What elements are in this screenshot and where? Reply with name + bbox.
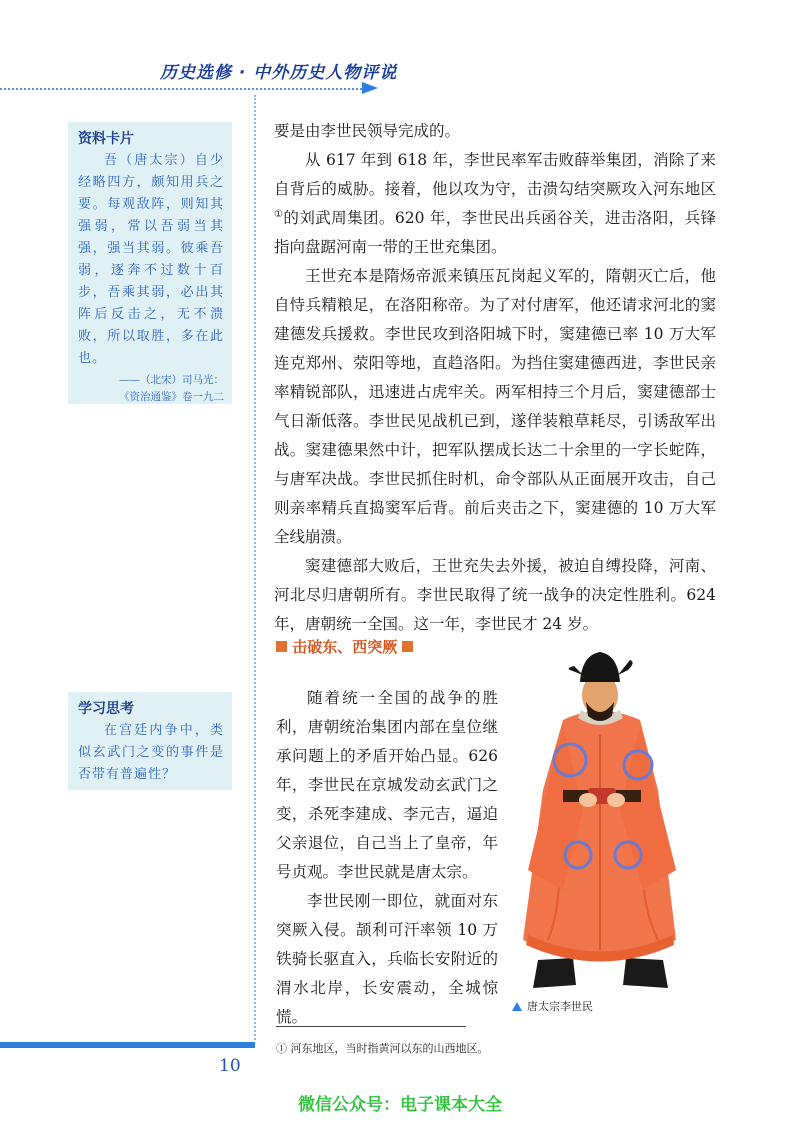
paragraph-3: 窦建德部大败后，王世充失去外援，被迫自缚投降，河南、河北尽归唐朝所有。李世民取得了统一战争的决定性胜利。624 年，唐朝统一全国。这一年，李世民才 24 岁。	[274, 557, 716, 633]
info-card-title: 资料卡片	[78, 131, 134, 147]
heading-square-icon	[276, 641, 287, 652]
emperor-portrait	[508, 640, 693, 1000]
footnote-marker: ①	[274, 208, 284, 220]
page-number: 10	[219, 1056, 241, 1076]
footnote-rule	[276, 1026, 466, 1027]
figure-caption-text: 唐太宗李世民	[527, 1000, 593, 1013]
header-title: 历史选修 · 中外历史人物评说	[160, 63, 398, 83]
paragraph-1-part-a: 从 617 年到 618 年，李世民率军击败薛举集团，消除了来自背后的威胁。接着，他以攻为守，击溃勾结突厥攻入河东地区	[274, 151, 716, 198]
paragraph-2: 王世充本是隋炀帝派来镇压瓦岗起义军的，隋朝灭亡后，他自恃兵精粮足，在洛阳称帝。为了对付唐军，他还请求河北的窦建德发兵援救。李世民攻到洛阳城下时，窦建德已率 10 万大军连克郑州、荥阳等地，直趋洛阳。为挡住窦建德西进，李世民亲率精锐部队，迅速进占虎牢关。两军相持三个月后，窦建德部士气日渐低落。李世民见战机已到，遂佯装粮草耗尽，引诱敌军出战。窦建德果然中计，把军队摆成长达二十余里的一字长蛇阵，与唐军决战。李世民抓住时机，命令部队从正面展开攻击，自己则亲率精兵直捣窦军后背。前后夹击之下，窦建德的 10 万大军全线崩溃。	[274, 267, 716, 546]
header-arrow-icon	[362, 82, 378, 94]
paragraph-0: 要是由李世民领导完成的。	[274, 122, 461, 140]
paragraph-1	[274, 146, 716, 262]
paragraph-1-part-b: 的刘武周集团。620 年，李世民出兵函谷关，进击洛阳，兵锋指向盘踞河南一带的王世充集团。	[274, 209, 716, 256]
footnote: ① 河东地区，当时指黄河以东的山西地区。	[276, 1042, 489, 1055]
info-card-source-book: 《资治通鉴》卷一九二	[119, 391, 224, 403]
section-heading	[276, 636, 413, 657]
study-card	[68, 692, 232, 790]
section-text	[276, 684, 498, 1032]
header-divider	[0, 88, 370, 90]
info-card	[68, 122, 232, 404]
watermark: 微信公众号：电子课本大全	[298, 1095, 502, 1115]
study-card-text: 在宫廷内争中，类似玄武门之变的事件是否带有普遍性？	[78, 723, 224, 782]
heading-square-icon	[402, 641, 413, 652]
section-heading-text: 击破东、西突厥	[292, 638, 398, 656]
section-paragraph-1: 随着统一全国的战争的胜利，唐朝统治集团内部在皇位继承问题上的矛盾开始凸显。626 年，李世民在京城发动玄武门之变，杀死李建成、李元吉，逼迫父亲退位，自己当上了皇帝，年号贞观。李世民就是唐太宗。	[276, 689, 498, 881]
section-paragraph-2: 李世民刚一即位，就面对东突厥入侵。颉利可汗率领 10 万铁骑长驱直入，兵临长安附近的渭水北岸，长安震动，全城惊慌。	[276, 892, 498, 1026]
figure-caption	[512, 998, 593, 1014]
column-divider	[254, 95, 256, 1040]
caption-triangle-icon	[512, 1002, 522, 1011]
footer-bar	[0, 1042, 255, 1048]
study-card-title: 学习思考	[78, 701, 134, 717]
info-card-source-author: ——（北宋）司马光：	[119, 374, 224, 386]
info-card-text: 吾（唐太宗）自少经略四方，颇知用兵之要。每观敌阵，则知其强弱，常以吾弱当其强，强当其弱。彼乘吾弱，逐奔不过数十百步，吾乘其弱，必出其阵后反击之，无不溃败，所以取胜，多在此也。	[78, 153, 224, 366]
main-text	[274, 117, 716, 639]
